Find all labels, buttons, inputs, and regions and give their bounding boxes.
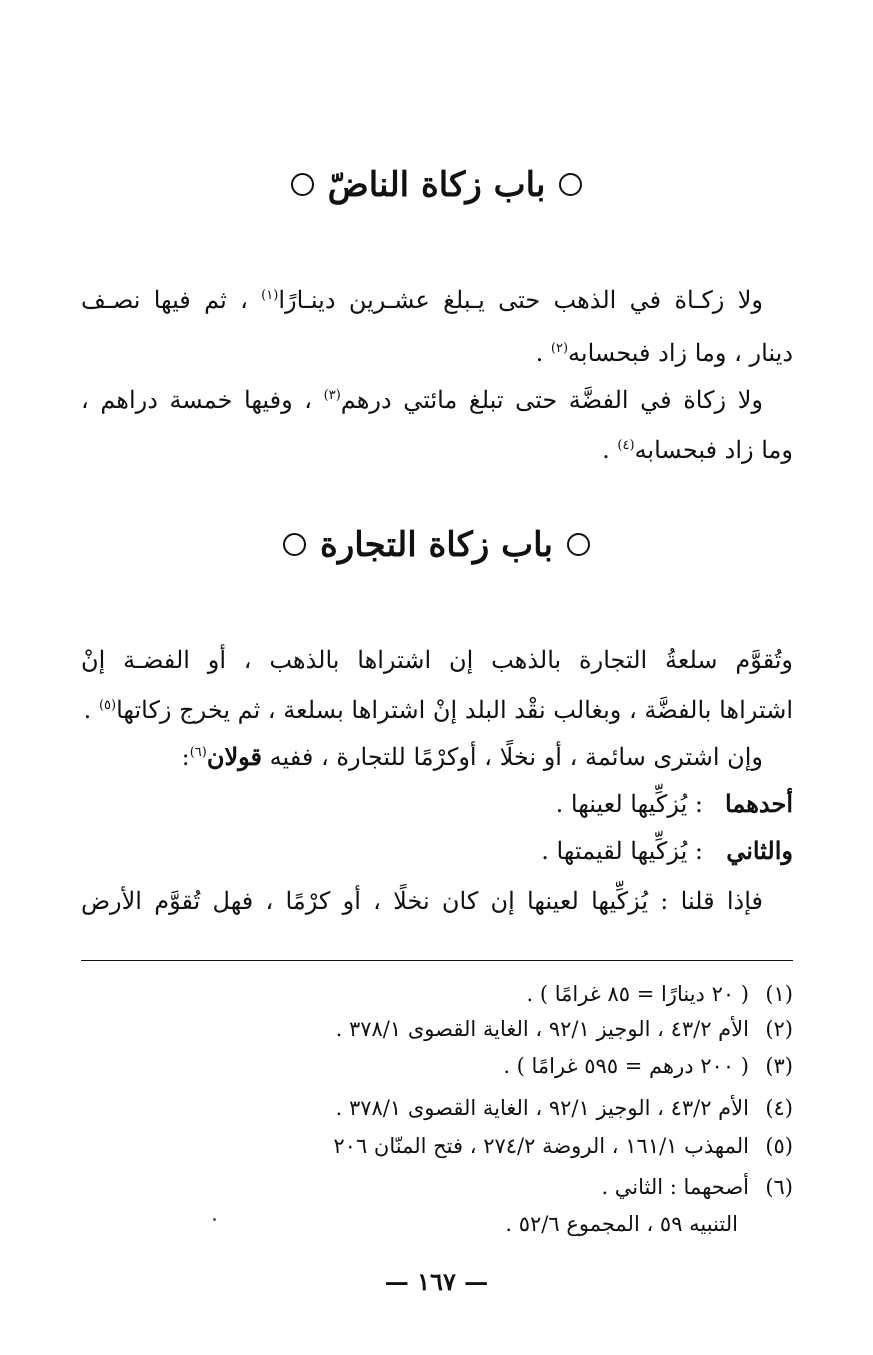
footnote-number: (٢) [765, 1017, 793, 1041]
paragraph-line: ولا زكـاة في الذهب حتى يـبلغ عشـرين دينـارًا$^{(١)}$ ، ثم فيها نصـف [81, 286, 763, 314]
paragraph-line: ولا زكاة في الفضَّة حتى تبلغ مائتي درهم$^{(٣)}$ ، وفيها خمسة دراهم ، [81, 386, 763, 414]
footnote-ref: (٥) [98, 698, 117, 713]
paragraph-line: والثاني: يُزكِّيها لقيمتها . [81, 831, 793, 871]
paragraph-line: اشتراها بالفضَّة ، وبغالب نقْد البلد إنْ اشتراها بسلعة ، ثم يخرج زكاتها$^{(٥)}$ . [83, 696, 793, 724]
footnote-number: (٤) [765, 1096, 793, 1120]
paragraph-line: فإذا قلنا : يُزكِّيها لعينها إن كان نخلًا ، أو كرْمًا ، فهل تُقوَّم الأرض [81, 887, 764, 915]
footnote-number: (٣) [765, 1054, 793, 1078]
circle-ornament-icon [283, 533, 306, 556]
footnote: (٣)( ٢٠٠ درهم = ٥٩٥ غرامًا ) . [81, 1050, 793, 1082]
term-label: أحدهما [725, 789, 793, 818]
section-heading-nadd [0, 160, 873, 210]
page-number: — ١٦٧ — [384, 1267, 489, 1296]
paragraph-line: وإن اشترى سائمة ، أو نخلًا ، أوكرْمًا للتجارة ، ففيه قولان$^{(٦)}$: [181, 742, 763, 771]
footnote-continuation: التنبيه ٥٩ ، المجموع ٥٢/٦ . [505, 1212, 738, 1236]
footnote: (٤)الأم ٤٣/٢ ، الوجيز ٩٢/١ ، الغاية القصوى ٣٧٨/١ . [81, 1092, 793, 1124]
circle-ornament-icon [559, 173, 582, 196]
circle-ornament-icon [291, 173, 314, 196]
footnote-ref: (٣) [323, 388, 341, 403]
footnote-number: (٦) [765, 1175, 793, 1199]
footnote-separator [81, 960, 793, 961]
footnote-number: (٥) [765, 1134, 793, 1158]
footnote: (٢)الأم ٤٣/٢ ، الوجيز ٩٢/١ ، الغاية القصوى ٣٧٨/١ . [81, 1013, 793, 1045]
paragraph-line: وتُقوَّم سلعةُ التجارة بالذهب إن اشتراها بالذهب ، أو الفضـة إنْ [81, 646, 793, 674]
bold-term: قولان [206, 742, 263, 771]
footnote: (١)( ٢٠ دينارًا = ٨٥ غرامًا ) . [81, 978, 793, 1010]
term-label: والثاني [726, 836, 793, 865]
footnote: (٥)المهذب ١٦١/١ ، الروضة ٢٧٤/٢ ، فتح المنّان ٢٠٦ [81, 1130, 793, 1162]
heading-text: باب زكاة الناضّ [327, 165, 546, 205]
footnote-ref: (٢) [550, 341, 569, 356]
paragraph-line: دينار ، وما زاد فبحسابه$^{(٢)}$ . [535, 339, 793, 367]
section-heading-trade [0, 520, 873, 570]
footnote: (٦)أصحهما : الثاني . [81, 1171, 793, 1203]
footnote-ref: (٤) [617, 438, 635, 453]
footnote-ref: (١) [261, 288, 279, 303]
heading-text: باب زكاة التجارة [320, 525, 553, 565]
paragraph-line: وما زاد فبحسابه$^{(٤)}$ . [602, 436, 793, 464]
footnote-number: (١) [765, 982, 793, 1006]
speck-mark [213, 1218, 216, 1221]
paragraph-line: أحدهما: يُزكِّيها لعينها . [81, 784, 793, 824]
circle-ornament-icon [567, 533, 590, 556]
footnote-ref: (٦) [189, 745, 207, 760]
